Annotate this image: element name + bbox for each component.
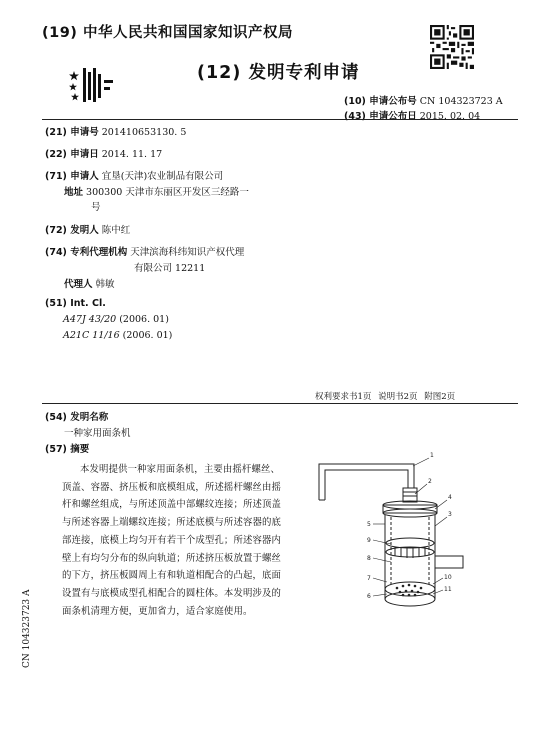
figure-label: 5 <box>367 521 371 528</box>
inventor: 陈中红 <box>101 225 131 236</box>
agent: 韩敏 <box>95 279 115 290</box>
side-publication-number: CN 104323723 A <box>22 589 32 668</box>
patent-office-name: (19) 中华人民共和国国家知识产权局 <box>42 25 293 41</box>
document-type: (12) 发明专利申请 <box>197 63 360 83</box>
sheet-counts: 权利要求书1页 说明书2页 附图2页 <box>315 392 456 402</box>
figure-label: 8 <box>367 555 371 562</box>
screw <box>403 488 417 502</box>
side-handle <box>435 556 463 568</box>
agency-line-1: 天津滨海科纬知识产权代理 <box>130 247 245 258</box>
figure-label: 11 <box>444 586 452 593</box>
application-number-label: (21) 申请号 <box>45 127 99 138</box>
header-divider <box>42 119 518 120</box>
publication-date: 2015. 02. 04 <box>419 111 481 122</box>
address-line-1: 300300 天津市东丽区开发区三经路一 <box>86 187 249 198</box>
invention-title-label: (54) 发明名称 <box>45 412 109 423</box>
figure-label: 9 <box>367 537 371 544</box>
int-cl-row <box>45 298 106 309</box>
ipc-row-1 <box>63 314 169 325</box>
crank-handle <box>319 464 414 500</box>
figure-label: 3 <box>448 511 452 518</box>
address-label: 地址 <box>64 187 84 198</box>
noodle-machine-drawing <box>305 444 475 614</box>
agency-row <box>45 244 244 258</box>
application-date-row <box>45 146 162 160</box>
ipc-version-1: (2006. 01) <box>119 314 169 325</box>
figure-label: 10 <box>444 574 452 581</box>
figure-label: 1 <box>430 452 434 459</box>
section-divider <box>42 403 518 404</box>
ipc-code-2: A21C 11/16 <box>63 330 120 341</box>
ipc-row-2 <box>63 330 172 341</box>
inventor-row <box>45 222 130 236</box>
application-number: 201410653130. 5 <box>101 127 187 138</box>
applicant: 宜垦(天津)农业制品有限公司 <box>101 171 224 182</box>
title-label-row <box>45 409 108 423</box>
int-cl-label: (51) Int. Cl. <box>45 298 106 309</box>
agency-line-2: 有限公司 12211 <box>134 263 206 274</box>
publication-number: CN 104323723 A <box>419 96 503 107</box>
invention-title: 一种家用面条机 <box>64 428 131 439</box>
agent-row <box>64 276 115 290</box>
publication-number-label: (10) 申请公布号 <box>344 96 417 107</box>
application-date: 2014. 11. 17 <box>101 149 163 160</box>
abstract-label: (57) 摘要 <box>45 444 90 455</box>
abstract-text: 本发明提供一种家用面条机，主要由摇杆螺丝、顶盖、容器、挤压板和底模组成，所述摇杆螺丝由摇杆和螺丝组成，与所述顶盖中部螺纹连接；所述顶盖与所述容器上端螺纹连接；所述底模与所述容器的底部连接，底模上均匀开有若干个成型孔；所述容器内壁上有均匀分布的纵向轨道；所述挤压板放置于螺丝的下方，挤压板圆周上有和轨道相配合的凸起，底面设置有与底模成型孔相配合的圆柱体。本发明涉及的面条机清理方便，更加省力，适合家庭使用。 <box>62 464 282 617</box>
qr-code-icon <box>430 25 474 69</box>
ipc-version-2: (2006. 01) <box>122 330 173 341</box>
agent-label: 代理人 <box>64 279 93 290</box>
abstract-label-row <box>45 441 89 455</box>
address-line-2: 号 <box>91 202 101 213</box>
inventor-label: (72) 发明人 <box>45 225 99 236</box>
figure-label: 2 <box>428 478 432 485</box>
ipc-code-1: A47J 43/20 <box>63 314 117 325</box>
applicant-row <box>45 168 223 182</box>
publication-number-row <box>344 93 503 107</box>
address-row <box>64 184 249 198</box>
application-date-label: (22) 申请日 <box>45 149 99 160</box>
application-number-row <box>45 124 186 138</box>
figure-label: 6 <box>367 593 371 600</box>
agency-label: (74) 专利代理机构 <box>45 247 128 258</box>
applicant-label: (71) 申请人 <box>45 171 99 182</box>
figure-label: 4 <box>448 494 452 501</box>
publication-date-label: (43) 申请公布日 <box>344 111 417 122</box>
figure-label: 7 <box>367 575 371 582</box>
patent-office-emblem-icon <box>66 66 116 104</box>
